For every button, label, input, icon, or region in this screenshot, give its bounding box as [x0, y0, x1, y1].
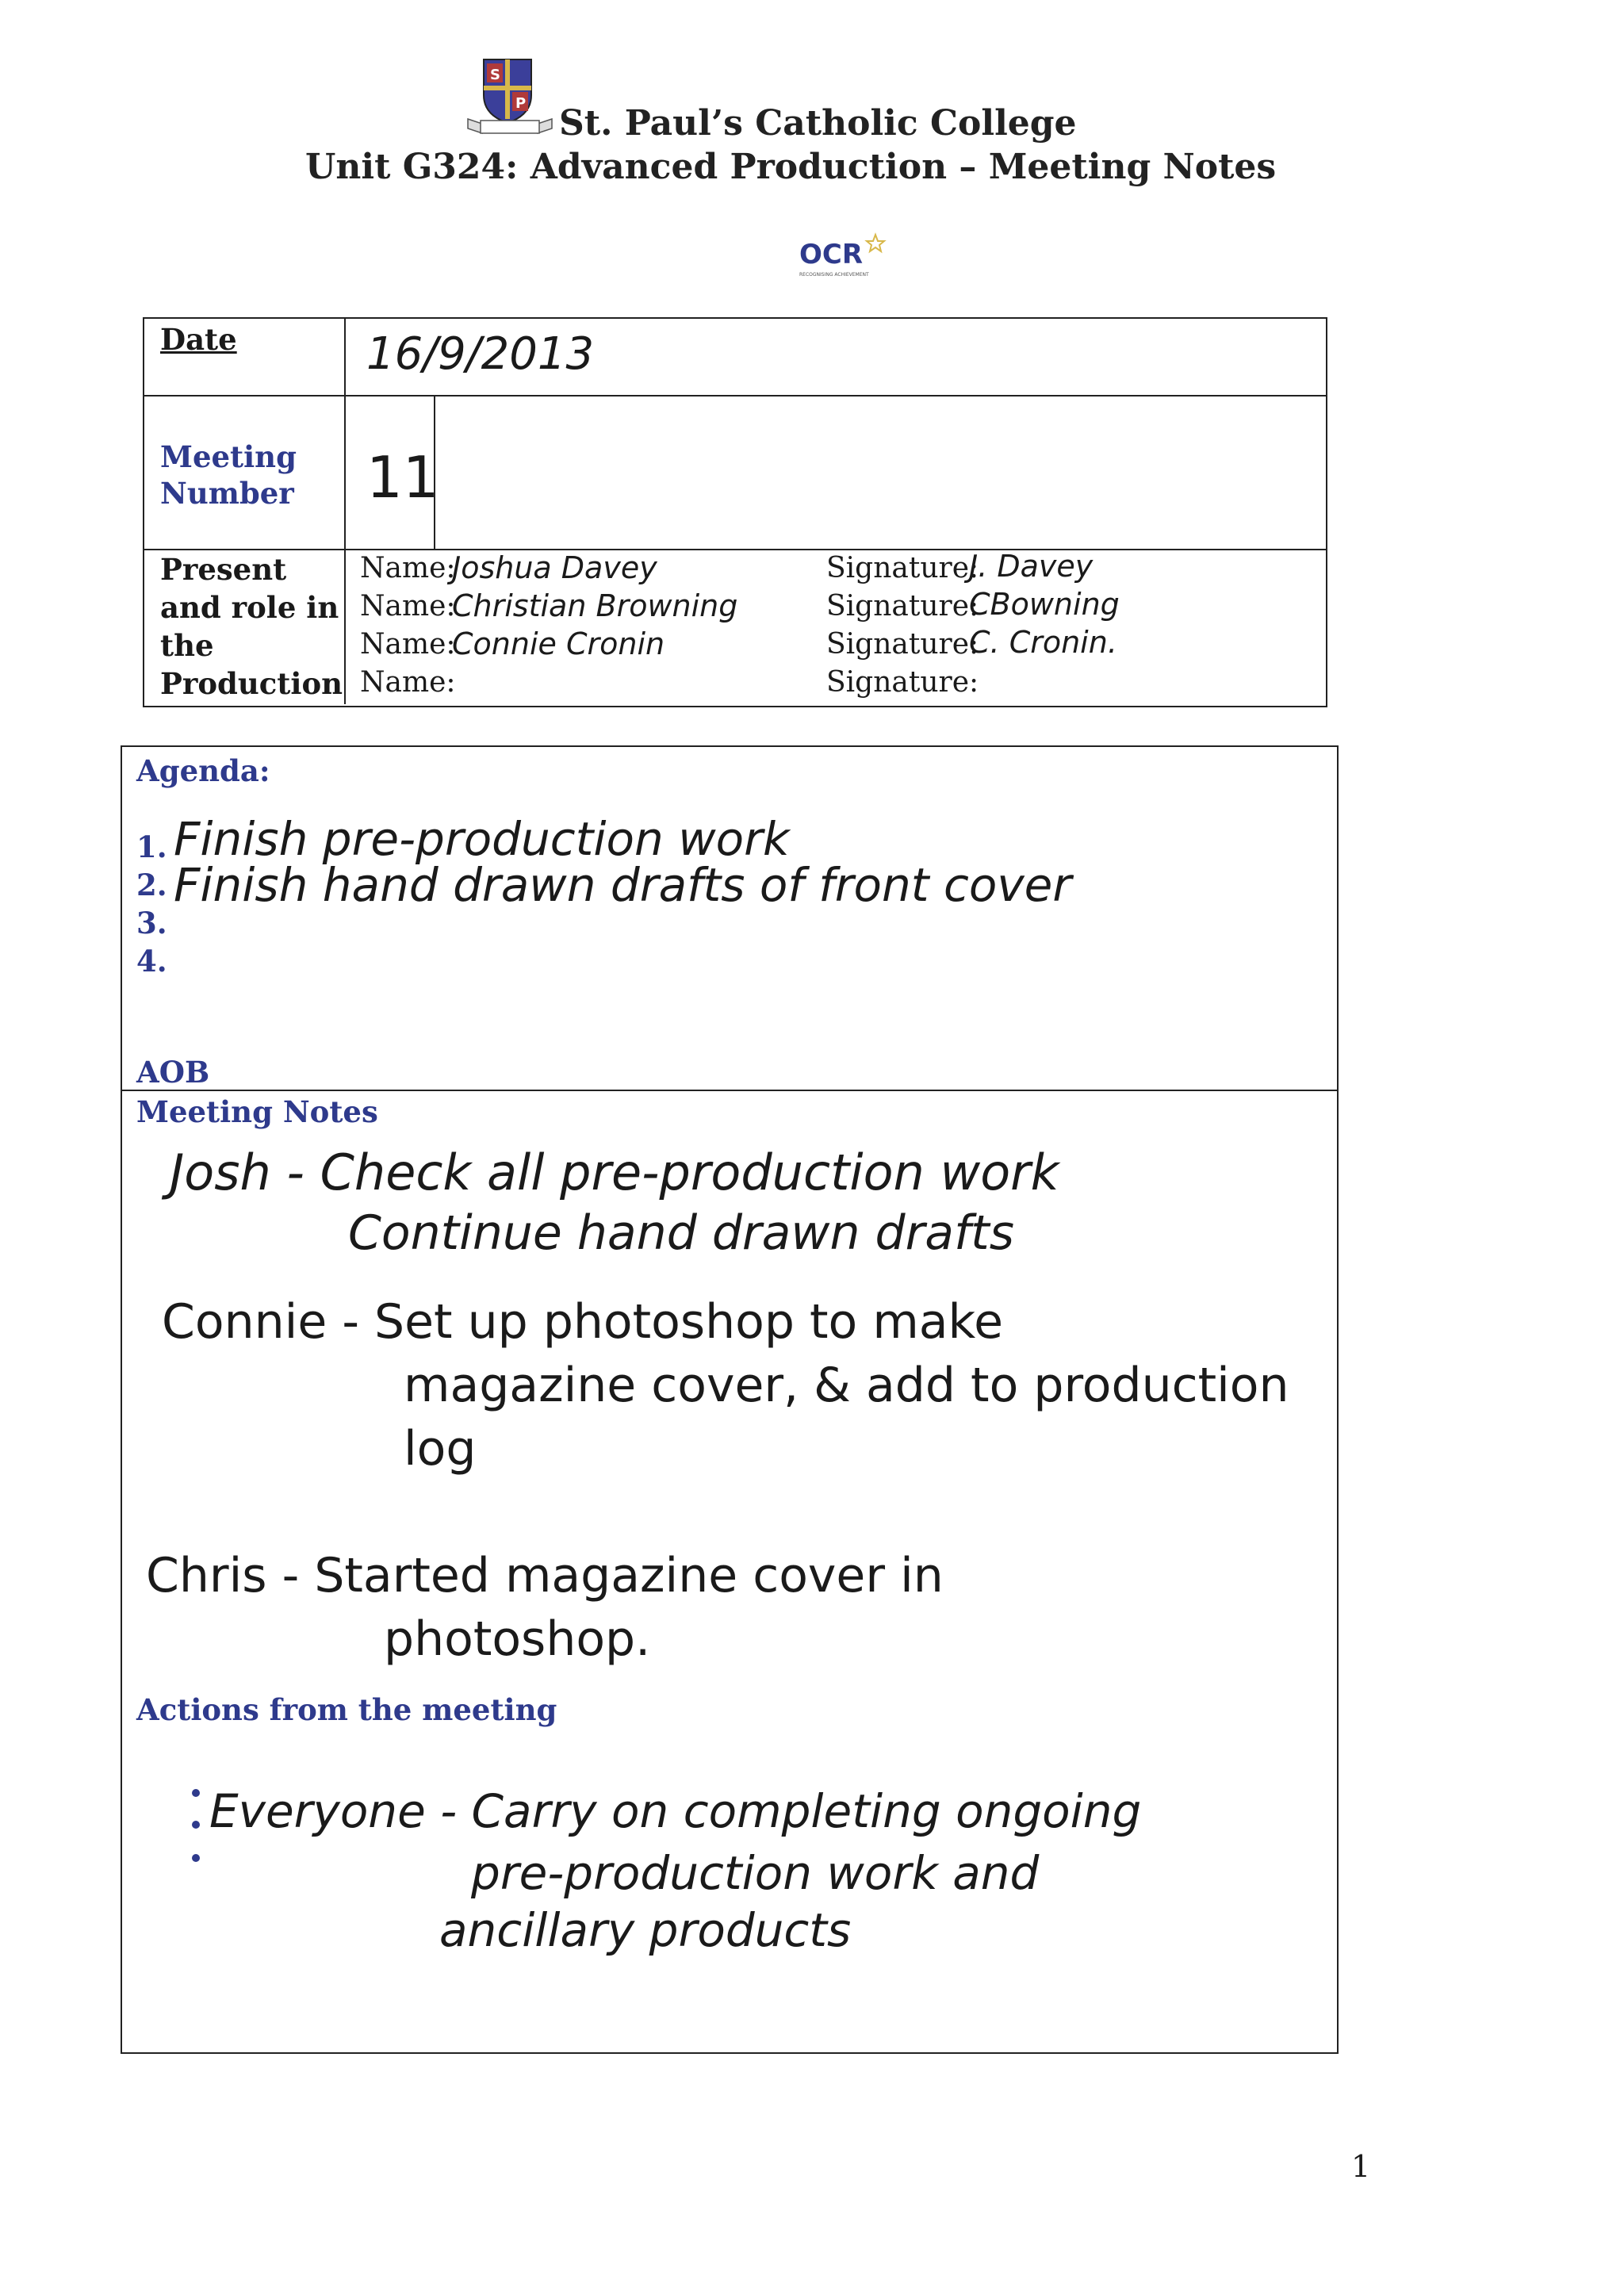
college-name: St. Paul’s Catholic College: [559, 103, 1077, 144]
present-label-line-1: Present: [160, 552, 287, 587]
agenda-notes-box: [121, 745, 1339, 2054]
signature-label-1: Signature:: [826, 552, 979, 584]
present-label-line-2: and role in: [160, 590, 339, 625]
crest-banner: [466, 113, 553, 136]
person-2-signature: CBowning: [969, 587, 1120, 622]
name-label-4: Name:: [360, 666, 456, 699]
person-2-name: Christian Browning: [452, 588, 738, 623]
action-bullet-1: [192, 1789, 200, 1797]
agenda-heading: Agenda:: [136, 753, 270, 788]
ocr-tagline: RECOGNISING ACHIEVEMENT: [799, 272, 869, 278]
agenda-item-2-number: 2.: [136, 868, 167, 902]
person-3-name: Connie Cronin: [452, 626, 665, 661]
document-title: Unit G324: Advanced Production – Meeting Notes: [305, 147, 1277, 187]
name-label-2: Name:: [360, 590, 456, 623]
note-josh-line-2: Continue hand drawn drafts: [348, 1205, 1014, 1261]
action-bullet-3: [192, 1854, 200, 1862]
agenda-item-1-number: 1.: [136, 829, 167, 864]
note-connie-line-1: Connie - Set up photoshop to make: [162, 1294, 1004, 1350]
person-3-signature: C. Cronin.: [969, 625, 1117, 660]
signature-label-3: Signature:: [826, 628, 979, 661]
meeting-number-value: 11: [366, 444, 439, 511]
agenda-item-3-number: 3.: [136, 906, 167, 940]
present-label-line-4: Production: [160, 666, 343, 701]
crest-letter-p: P: [515, 95, 527, 112]
name-label-1: Name:: [360, 552, 456, 584]
note-connie-line-3: log: [404, 1421, 477, 1477]
agenda-item-4-number: 4.: [136, 944, 167, 979]
note-josh-line-1: Josh - Check all pre-production work: [170, 1144, 1059, 1201]
action-line-3: ancillary products: [439, 1903, 852, 1957]
date-label: Date: [160, 322, 237, 357]
page-number: 1: [1351, 2149, 1371, 2184]
person-1-signature: J. Davey: [969, 549, 1094, 584]
present-label-line-3: the: [160, 628, 214, 663]
meeting-number-label-1: Meeting: [160, 439, 297, 474]
aob-label: AOB: [136, 1055, 210, 1090]
action-line-1: Everyone - Carry on completing ongoing: [209, 1784, 1142, 1838]
person-1-name: Joshua Davey: [452, 550, 657, 585]
crest-letter-s: S: [490, 67, 500, 83]
actions-heading: Actions from the meeting: [136, 1692, 557, 1727]
ocr-logo-text: OCR: [799, 239, 864, 270]
meeting-number-label-2: Number: [160, 476, 294, 511]
signature-label-2: Signature:: [826, 590, 979, 623]
note-chris-line-1: Chris - Started magazine cover in: [146, 1548, 944, 1603]
meeting-notes-heading: Meeting Notes: [136, 1094, 378, 1129]
date-value: 16/9/2013: [366, 328, 595, 380]
action-line-2: pre-production work and: [471, 1846, 1040, 1900]
ocr-logo: [790, 228, 893, 284]
note-connie-line-2: magazine cover, & add to production: [404, 1358, 1289, 1413]
action-bullet-2: [192, 1821, 200, 1829]
name-label-3: Name:: [360, 628, 456, 661]
agenda-item-2-text: Finish hand drawn drafts of front cover: [174, 858, 1072, 912]
agenda-item-1-text: Finish pre-production work: [174, 812, 790, 866]
meeting-details-table: [143, 317, 1327, 707]
note-chris-line-2: photoshop.: [384, 1611, 651, 1667]
signature-label-4: Signature:: [826, 666, 979, 699]
